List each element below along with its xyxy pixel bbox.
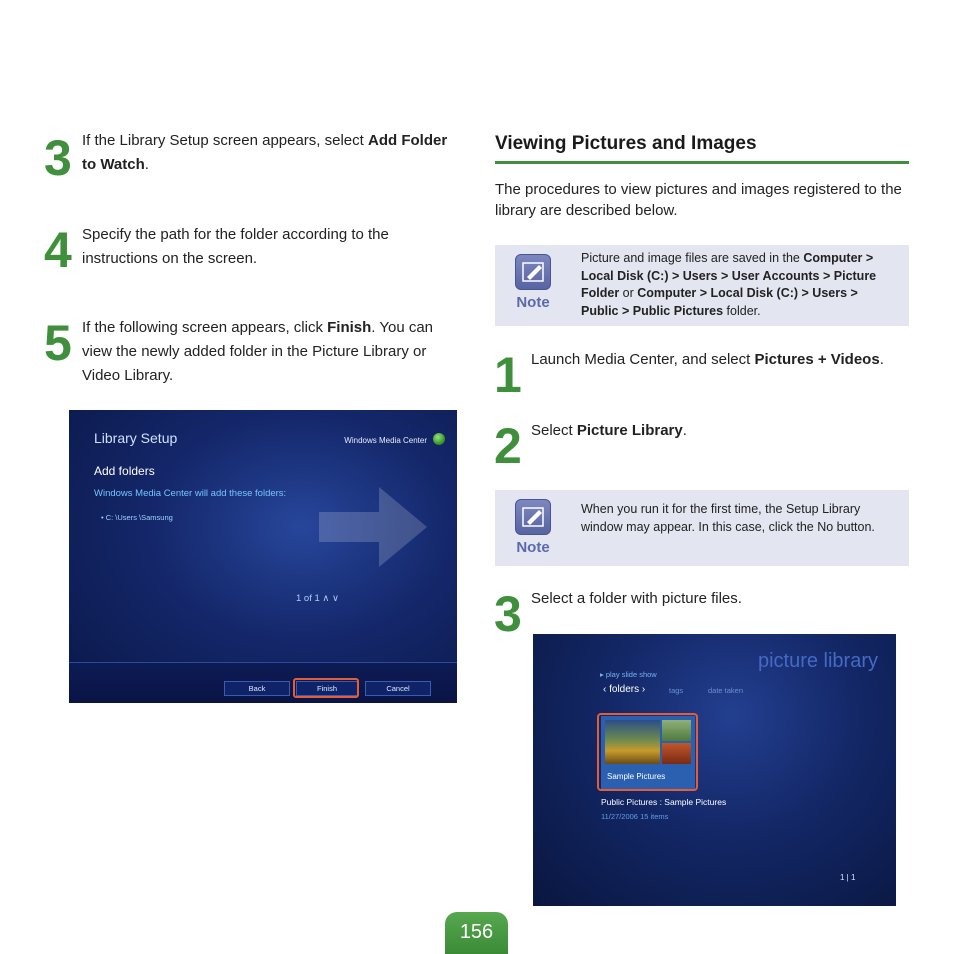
tab-tags[interactable]: tags xyxy=(669,686,684,695)
folder-meta: 11/27/2006 15 items xyxy=(601,812,669,821)
screen-title: picture library xyxy=(757,650,878,672)
tab-date-taken[interactable]: date taken xyxy=(708,686,744,695)
pencil-note-icon xyxy=(515,499,551,535)
note-label: Note xyxy=(516,539,550,556)
page-count: 1 | 1 xyxy=(840,873,856,882)
back-button[interactable]: Back xyxy=(224,681,290,696)
finish-button[interactable]: Finish xyxy=(296,681,358,696)
info-line: Windows Media Center will add these folders: xyxy=(94,488,287,499)
note-box xyxy=(495,245,909,326)
brand-text: Windows Media Center xyxy=(344,436,427,445)
step-number: 3 xyxy=(494,586,520,642)
screen-title: Library Setup xyxy=(94,430,178,446)
step-number: 5 xyxy=(44,315,70,371)
step-text: If the following screen appears, click Finish. You can view the newly added folder in the Picture Library or Video Library. xyxy=(82,319,434,384)
folder-path: • C: \Users \Samsung xyxy=(101,513,173,522)
windows-orb-icon xyxy=(433,433,445,445)
folder-highlight xyxy=(597,713,698,791)
note-label: Note xyxy=(516,294,550,311)
step-number: 2 xyxy=(494,418,520,474)
folder-path: Public Pictures : Sample Pictures xyxy=(601,797,727,807)
pencil-note-icon xyxy=(515,254,551,290)
section-title: Viewing Pictures and Images xyxy=(495,131,909,164)
arrow-watermark-icon xyxy=(319,482,429,572)
cancel-button[interactable]: Cancel xyxy=(365,681,431,696)
finish-highlight xyxy=(293,678,359,698)
step-text: If the Library Setup screen appears, select Add Folder to Watch. xyxy=(82,132,448,173)
step-text: Launch Media Center, and select Pictures + Videos. xyxy=(531,351,884,368)
step-text: Specify the path for the folder according to the instructions on the screen. xyxy=(82,226,389,267)
step-number: 4 xyxy=(44,222,70,278)
step-number: 1 xyxy=(494,347,520,403)
folder-tile-label: Sample Pictures xyxy=(607,772,666,781)
note-text: Picture and image files are saved in the Computer > Local Disk (C:) > Users > User Accounts > Picture Folder or Computer > Local Disk (C:) > Users > Public > Public Pictures folder. xyxy=(581,251,877,318)
intro-text: The procedures to view pictures and images registered to the library are described below. xyxy=(495,181,902,219)
step-text: Select Picture Library. xyxy=(531,422,687,439)
page-number: 156 xyxy=(445,912,508,954)
library-setup-screenshot xyxy=(69,410,457,703)
step-text: Select a folder with picture files. xyxy=(531,590,742,607)
pager[interactable]: 1 of 1 ∧ ∨ xyxy=(296,593,339,604)
picture-library-screenshot xyxy=(533,634,896,906)
note-text: When you run it for the first time, the Setup Library window may appear. In this case, click the No button. xyxy=(581,502,875,534)
note-box xyxy=(495,490,909,566)
step-number: 3 xyxy=(44,130,70,186)
play-slide-show-link[interactable]: ▸ play slide show xyxy=(600,670,657,679)
tab-folders[interactable]: ‹ folders › xyxy=(603,684,646,695)
screen-subtitle: Add folders xyxy=(94,464,155,478)
